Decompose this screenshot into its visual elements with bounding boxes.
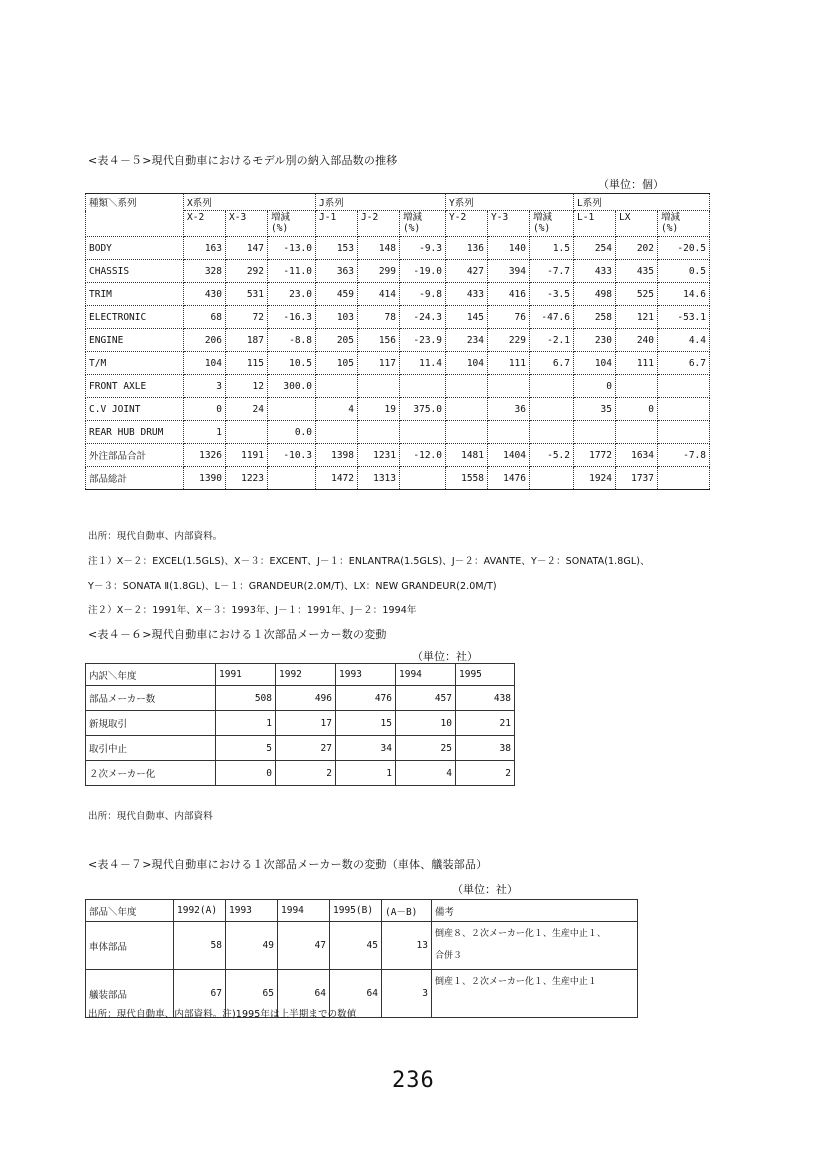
table45-row-label: C.V JOINT	[86, 398, 184, 421]
table45-cell: 78	[358, 306, 400, 329]
table45-cell: 0.0	[268, 421, 316, 444]
table46-row-label: 部品メーカー数	[86, 686, 216, 711]
table46-cell: 2	[456, 761, 515, 786]
table46-cell: 508	[216, 686, 276, 711]
table45-cell: -11.0	[268, 260, 316, 283]
table45-cell: 498	[574, 283, 616, 306]
table45-subheader: Y-2	[446, 211, 488, 237]
table47-header: 1993	[226, 900, 278, 922]
table45-cell: 104	[574, 352, 616, 375]
table45-cell: 1404	[488, 444, 530, 467]
table45-cell: 230	[574, 329, 616, 352]
table45-row-label: REAR HUB DRUM	[86, 421, 184, 444]
table45-row-label: BODY	[86, 237, 184, 260]
table47-cell: 64	[278, 970, 330, 1018]
table45-cell: 68	[184, 306, 226, 329]
table45-cell	[358, 421, 400, 444]
table45-cell: -53.1	[658, 306, 710, 329]
table47-header: (A－B)	[382, 900, 432, 922]
table45-cell: -12.0	[400, 444, 446, 467]
table47-remark	[432, 922, 638, 970]
table45-cell	[316, 421, 358, 444]
table45-row-label: 外注部品合計	[86, 444, 184, 467]
table47-header: 備考	[432, 900, 638, 922]
table47-cell: 67	[174, 970, 226, 1018]
table47-remark	[432, 970, 638, 1018]
table45-row-label: ENGINE	[86, 329, 184, 352]
table45-cell: 156	[358, 329, 400, 352]
table46	[85, 663, 515, 786]
table45-cell: 104	[446, 352, 488, 375]
table-row	[86, 329, 710, 352]
table45-cell: 4	[316, 398, 358, 421]
table45-cell	[658, 467, 710, 490]
table45-cell	[400, 467, 446, 490]
table-row	[86, 761, 515, 786]
table45-subheader: 増減 (%)	[400, 211, 446, 237]
table45-cell: 147	[226, 237, 268, 260]
table45-row-label: FRONT AXLE	[86, 375, 184, 398]
table45-cell: 292	[226, 260, 268, 283]
table45	[85, 193, 710, 490]
table45-group-x: X系列	[184, 194, 316, 211]
table45-subheader: X-2	[184, 211, 226, 237]
table47-cell: 65	[226, 970, 278, 1018]
table46-cell: 21	[456, 711, 515, 736]
table45-cell: 254	[574, 237, 616, 260]
table45-cell: 0	[184, 398, 226, 421]
table45-cell: 375.0	[400, 398, 446, 421]
table45-cell: -2.1	[530, 329, 574, 352]
table47-remark-line: 倒産１、２次メーカー化１、生産中止１	[435, 977, 597, 987]
page-number: 236	[392, 1068, 435, 1093]
table45-cell: 240	[616, 329, 658, 352]
table45-cell: 427	[446, 260, 488, 283]
table45-cell: 1231	[358, 444, 400, 467]
table45-cell: 121	[616, 306, 658, 329]
table45-cell: 435	[616, 260, 658, 283]
table45-row-label: TRIM	[86, 283, 184, 306]
table45-cell: 0	[616, 398, 658, 421]
table45-cell: 229	[488, 329, 530, 352]
table45-cell	[446, 375, 488, 398]
table46-year-header: 1991	[216, 664, 276, 686]
table-row	[86, 398, 710, 421]
table45-cell: 19	[358, 398, 400, 421]
table45-cell: 205	[316, 329, 358, 352]
table45-cell: 1	[184, 421, 226, 444]
table-row	[86, 283, 710, 306]
table45-group-l: L系列	[574, 194, 710, 211]
table46-cell: 27	[276, 736, 336, 761]
table45-cell: -5.2	[530, 444, 574, 467]
table45-cell: 104	[184, 352, 226, 375]
table46-cell: 5	[216, 736, 276, 761]
table45-cell	[658, 398, 710, 421]
table45-cell	[358, 375, 400, 398]
table45-cell: 105	[316, 352, 358, 375]
table47-remark-line: 倒産８、２次メーカー化１、生産中止１、	[435, 929, 606, 939]
table45-group-y: Y系列	[446, 194, 574, 211]
table45-cell	[488, 421, 530, 444]
table-row	[86, 260, 710, 283]
table45-row-label: CHASSIS	[86, 260, 184, 283]
table46-cell: 25	[396, 736, 456, 761]
table45-cell	[400, 375, 446, 398]
table46-row-label: ２次メーカー化	[86, 761, 216, 786]
table45-row-label: 部品総計	[86, 467, 184, 490]
table46-cell: 4	[396, 761, 456, 786]
table45-unit: （単位：個）	[598, 178, 664, 191]
table45-note1: 注１）X－２：EXCEL(1.5GLS)、X－３：EXCENT、J－１：ENLANTRA(1.5GLS)、J－２：AVANTE、Y－２：SONATA(1.8GL)、	[88, 556, 650, 567]
table45-cell: 3	[184, 375, 226, 398]
table47	[85, 899, 638, 1018]
table47-row-label: 艤装部品	[86, 970, 174, 1018]
table-row	[86, 306, 710, 329]
table45-cell: 36	[488, 398, 530, 421]
table45-cell: 1191	[226, 444, 268, 467]
table45-cell: 1476	[488, 467, 530, 490]
table46-cell: 438	[456, 686, 515, 711]
table45-cell: 0.5	[658, 260, 710, 283]
table45-cell: 206	[184, 329, 226, 352]
table45-cell: 433	[574, 260, 616, 283]
table45-cell: 136	[446, 237, 488, 260]
table46-cell: 2	[276, 761, 336, 786]
table45-cell: 1390	[184, 467, 226, 490]
table45-cell: 24	[226, 398, 268, 421]
table45-cell: 4.4	[658, 329, 710, 352]
table46-unit: （単位：社）	[412, 650, 478, 663]
table45-cell: 12	[226, 375, 268, 398]
table46-year-header: 1993	[336, 664, 396, 686]
table45-note1b: Y－３：SONATA Ⅱ(1.8GL)、L－１：GRANDEUR(2.0M/T)、LX：NEW GRANDEUR(2.0M/T)	[88, 581, 497, 592]
table45-cell: 1223	[226, 467, 268, 490]
table-row	[86, 352, 710, 375]
table45-cell: -10.3	[268, 444, 316, 467]
table45-cell: 145	[446, 306, 488, 329]
table47-cell: 64	[330, 970, 382, 1018]
table45-cell: 1326	[184, 444, 226, 467]
table45-cell: 14.6	[658, 283, 710, 306]
table46-header-corner: 内訳＼年度	[86, 664, 216, 686]
table45-cell: 430	[184, 283, 226, 306]
table45-subheader: J-1	[316, 211, 358, 237]
table45-cell: 1772	[574, 444, 616, 467]
table45-cell: 163	[184, 237, 226, 260]
table46-year-header: 1994	[396, 664, 456, 686]
table46-cell: 10	[396, 711, 456, 736]
table45-cell: 1558	[446, 467, 488, 490]
table45-cell: -9.3	[400, 237, 446, 260]
table45-cell: 394	[488, 260, 530, 283]
table45-cell: 414	[358, 283, 400, 306]
table46-cell: 0	[216, 761, 276, 786]
table45-subheader: 増減 (%)	[530, 211, 574, 237]
table47-row-label: 車体部品	[86, 922, 174, 970]
table45-cell: 72	[226, 306, 268, 329]
table45-cell: -19.0	[400, 260, 446, 283]
table46-cell: 457	[396, 686, 456, 711]
table47-caption: <表４－７>現代自動車における１次部品メーカー数の変動（車体、艤装部品）	[88, 858, 488, 871]
table45-cell: 234	[446, 329, 488, 352]
table-row	[86, 736, 515, 761]
table45-cell: 111	[616, 352, 658, 375]
table45-cell	[446, 398, 488, 421]
table45-cell	[226, 421, 268, 444]
table45-cell	[616, 421, 658, 444]
table45-cell: 153	[316, 237, 358, 260]
table-row	[86, 922, 638, 970]
table45-cell	[616, 375, 658, 398]
table45-cell: -7.8	[658, 444, 710, 467]
table45-cell: 117	[358, 352, 400, 375]
table-row	[86, 686, 515, 711]
table45-cell: 11.4	[400, 352, 446, 375]
table45-cell: 202	[616, 237, 658, 260]
table45-cell: 6.7	[530, 352, 574, 375]
table45-cell: 1.5	[530, 237, 574, 260]
table45-cell: 6.7	[658, 352, 710, 375]
table-row	[86, 421, 710, 444]
table-row	[86, 444, 710, 467]
table46-row-label: 新規取引	[86, 711, 216, 736]
table45-cell: 76	[488, 306, 530, 329]
table45-cell: 1313	[358, 467, 400, 490]
table47-header: 1995(B)	[330, 900, 382, 922]
table45-source: 出所：現代自動車、内部資料。	[88, 531, 223, 542]
table46-cell: 1	[216, 711, 276, 736]
table45-cell	[530, 375, 574, 398]
table45-cell: -13.0	[268, 237, 316, 260]
table47-remark-line: 合併３	[435, 951, 463, 961]
table45-cell: 115	[226, 352, 268, 375]
table45-cell: -9.8	[400, 283, 446, 306]
table45-cell	[658, 421, 710, 444]
table45-group-j: J系列	[316, 194, 446, 211]
table45-cell: 1634	[616, 444, 658, 467]
table47-source: 出所：現代自動車、内部資料。注)1995年は上半期までの数値	[88, 1009, 357, 1020]
table45-subheader: 増減 (%)	[658, 211, 710, 237]
table45-cell: 531	[226, 283, 268, 306]
table45-cell: 103	[316, 306, 358, 329]
table45-note2: 注２）X－２：1991年、X－３：1993年、J－１：1991年、J－２：1994年	[88, 605, 417, 616]
table47-header: 部品＼年度	[86, 900, 174, 922]
table45-cell: 187	[226, 329, 268, 352]
table46-cell: 34	[336, 736, 396, 761]
table-row	[86, 237, 710, 260]
table-row	[86, 467, 710, 490]
table47-cell: 49	[226, 922, 278, 970]
table45-cell: 0	[574, 375, 616, 398]
table45-cell	[268, 398, 316, 421]
table45-cell: 23.0	[268, 283, 316, 306]
table45-cell: 459	[316, 283, 358, 306]
table-row	[86, 711, 515, 736]
table45-subheader: X-3	[226, 211, 268, 237]
table47-header: 1992(A)	[174, 900, 226, 922]
table45-cell: 299	[358, 260, 400, 283]
table45-cell: -3.5	[530, 283, 574, 306]
table45-subheader: LX	[616, 211, 658, 237]
table45-subheader: J-2	[358, 211, 400, 237]
table45-cell: 300.0	[268, 375, 316, 398]
table45-cell: 140	[488, 237, 530, 260]
table47-cell: 58	[174, 922, 226, 970]
table46-row-label: 取引中止	[86, 736, 216, 761]
table45-cell	[268, 467, 316, 490]
table45-cell	[530, 421, 574, 444]
table45-cell: -47.6	[530, 306, 574, 329]
table45-cell: 1398	[316, 444, 358, 467]
table45-cell: 433	[446, 283, 488, 306]
table45-cell: -23.9	[400, 329, 446, 352]
table46-year-header: 1992	[276, 664, 336, 686]
table45-cell: -24.3	[400, 306, 446, 329]
table45-cell: 1737	[616, 467, 658, 490]
table45-cell: 1924	[574, 467, 616, 490]
table45-cell: 111	[488, 352, 530, 375]
table45-cell: 1481	[446, 444, 488, 467]
table45-cell: 258	[574, 306, 616, 329]
table45-caption: <表４－５>現代自動車におけるモデル別の納入部品数の推移	[88, 154, 398, 167]
table45-subheader: L-1	[574, 211, 616, 237]
table46-caption: <表４－６>現代自動車における１次部品メーカー数の変動	[88, 628, 387, 641]
table45-cell: -8.8	[268, 329, 316, 352]
table45-cell: 35	[574, 398, 616, 421]
table45-cell: 328	[184, 260, 226, 283]
table45-header-corner: 種類＼系列	[86, 194, 184, 237]
table45-cell	[446, 421, 488, 444]
table45-subheader: 増減 (%)	[268, 211, 316, 237]
table-row	[86, 375, 710, 398]
table46-cell: 1	[336, 761, 396, 786]
table45-cell: 416	[488, 283, 530, 306]
table46-cell: 38	[456, 736, 515, 761]
table45-row-label: T/M	[86, 352, 184, 375]
table45-cell: -20.5	[658, 237, 710, 260]
table45-cell	[658, 375, 710, 398]
table45-cell: 525	[616, 283, 658, 306]
table45-cell	[488, 375, 530, 398]
table46-source: 出所：現代自動車、内部資料	[88, 811, 213, 822]
table45-cell	[530, 467, 574, 490]
table45-cell	[530, 398, 574, 421]
table47-unit: （単位：社）	[452, 883, 518, 896]
table47-cell: 45	[330, 922, 382, 970]
table46-cell: 476	[336, 686, 396, 711]
table45-cell: 363	[316, 260, 358, 283]
table46-cell: 15	[336, 711, 396, 736]
table45-cell	[400, 421, 446, 444]
table47-cell: 3	[382, 970, 432, 1018]
table46-cell: 17	[276, 711, 336, 736]
table45-cell: -7.7	[530, 260, 574, 283]
table45-cell: 148	[358, 237, 400, 260]
table45-cell: -16.3	[268, 306, 316, 329]
table46-cell: 496	[276, 686, 336, 711]
table45-cell: 10.5	[268, 352, 316, 375]
table47-cell: 13	[382, 922, 432, 970]
table47-header: 1994	[278, 900, 330, 922]
table45-cell: 1472	[316, 467, 358, 490]
table45-cell	[316, 375, 358, 398]
table45-subheader: Y-3	[488, 211, 530, 237]
table46-year-header: 1995	[456, 664, 515, 686]
table47-cell: 47	[278, 922, 330, 970]
table45-cell	[574, 421, 616, 444]
table45-row-label: ELECTRONIC	[86, 306, 184, 329]
